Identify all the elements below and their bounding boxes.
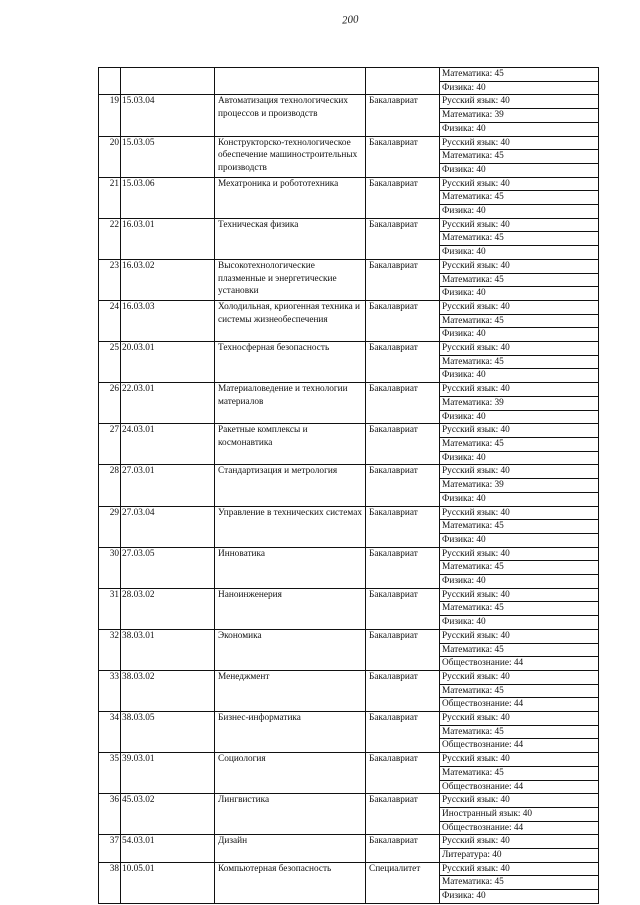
direction-code: 16.03.02 bbox=[121, 259, 215, 300]
table-row bbox=[99, 383, 599, 397]
direction-code: 38.03.05 bbox=[121, 712, 215, 753]
exam-requirement: Математика: 45 bbox=[440, 273, 599, 287]
row-number: 27 bbox=[99, 424, 121, 465]
direction-code: 28.03.02 bbox=[121, 588, 215, 629]
table-row bbox=[99, 300, 599, 314]
table-row bbox=[99, 835, 599, 849]
direction-code: 27.03.04 bbox=[121, 506, 215, 547]
row-number: 26 bbox=[99, 383, 121, 424]
exam-requirement: Математика: 45 bbox=[440, 876, 599, 890]
exam-requirement: Математика: 45 bbox=[440, 314, 599, 328]
table-body bbox=[99, 68, 599, 904]
row-number: 30 bbox=[99, 547, 121, 588]
exam-requirement: Физика: 40 bbox=[440, 205, 599, 219]
exam-requirement: Физика: 40 bbox=[440, 328, 599, 342]
direction-code: 22.03.01 bbox=[121, 383, 215, 424]
row-number: 24 bbox=[99, 300, 121, 341]
education-level bbox=[366, 68, 440, 95]
row-number: 29 bbox=[99, 506, 121, 547]
exam-requirement: Физика: 40 bbox=[440, 890, 599, 904]
page-number: 200 bbox=[341, 13, 359, 27]
exam-requirement: Русский язык: 40 bbox=[440, 465, 599, 479]
exam-requirement: Обществознание: 44 bbox=[440, 739, 599, 753]
exam-requirement: Литература: 40 bbox=[440, 849, 599, 863]
education-level: Бакалавриат bbox=[366, 218, 440, 259]
exam-requirement: Математика: 45 bbox=[440, 150, 599, 164]
exam-requirement: Русский язык: 40 bbox=[440, 218, 599, 232]
table-row bbox=[99, 465, 599, 479]
exam-requirement: Обществознание: 44 bbox=[440, 698, 599, 712]
direction-name: Холодильная, криогенная техника и системы жизнеобеспечения bbox=[215, 300, 366, 341]
direction-name: Лингвистика bbox=[215, 794, 366, 835]
direction-name: Управление в технических системах bbox=[215, 506, 366, 547]
direction-code: 27.03.01 bbox=[121, 465, 215, 506]
exam-requirement: Русский язык: 40 bbox=[440, 712, 599, 726]
exam-requirement: Математика: 45 bbox=[440, 232, 599, 246]
exam-requirement: Физика: 40 bbox=[440, 246, 599, 260]
exam-requirement: Русский язык: 40 bbox=[440, 547, 599, 561]
direction-code: 24.03.01 bbox=[121, 424, 215, 465]
table-row bbox=[99, 588, 599, 602]
education-level: Бакалавриат bbox=[366, 629, 440, 670]
direction-code: 38.03.01 bbox=[121, 629, 215, 670]
education-level: Бакалавриат bbox=[366, 670, 440, 711]
education-level: Бакалавриат bbox=[366, 794, 440, 835]
exam-requirement: Обществознание: 44 bbox=[440, 657, 599, 671]
exam-requirement: Русский язык: 40 bbox=[440, 424, 599, 438]
direction-code: 15.03.05 bbox=[121, 136, 215, 177]
table-row bbox=[99, 68, 599, 82]
exam-requirement: Русский язык: 40 bbox=[440, 862, 599, 876]
row-number: 33 bbox=[99, 670, 121, 711]
exam-requirement: Физика: 40 bbox=[440, 533, 599, 547]
direction-code: 10.05.01 bbox=[121, 862, 215, 903]
exam-requirement: Физика: 40 bbox=[440, 492, 599, 506]
direction-name: Ракетные комплексы и космонавтика bbox=[215, 424, 366, 465]
exam-requirement: Русский язык: 40 bbox=[440, 136, 599, 150]
exam-requirement: Физика: 40 bbox=[440, 616, 599, 630]
row-number: 37 bbox=[99, 835, 121, 862]
direction-code: 16.03.01 bbox=[121, 218, 215, 259]
exam-requirement: Математика: 45 bbox=[440, 602, 599, 616]
row-number: 25 bbox=[99, 342, 121, 383]
education-level: Бакалавриат bbox=[366, 177, 440, 218]
row-number bbox=[99, 68, 121, 95]
table-row bbox=[99, 629, 599, 643]
row-number: 23 bbox=[99, 259, 121, 300]
education-level: Бакалавриат bbox=[366, 835, 440, 862]
row-number: 36 bbox=[99, 794, 121, 835]
education-level: Бакалавриат bbox=[366, 424, 440, 465]
exam-requirement: Физика: 40 bbox=[440, 410, 599, 424]
exam-requirement: Физика: 40 bbox=[440, 163, 599, 177]
exam-requirement: Русский язык: 40 bbox=[440, 506, 599, 520]
exam-requirement: Русский язык: 40 bbox=[440, 670, 599, 684]
direction-code bbox=[121, 68, 215, 95]
exam-requirement: Русский язык: 40 bbox=[440, 794, 599, 808]
direction-code: 54.03.01 bbox=[121, 835, 215, 862]
direction-code: 20.03.01 bbox=[121, 342, 215, 383]
direction-name: Техносферная безопасность bbox=[215, 342, 366, 383]
exam-requirement: Русский язык: 40 bbox=[440, 259, 599, 273]
exam-requirement: Математика: 45 bbox=[440, 766, 599, 780]
admission-requirements-table bbox=[98, 67, 599, 904]
exam-requirement: Русский язык: 40 bbox=[440, 588, 599, 602]
exam-requirement: Физика: 40 bbox=[440, 369, 599, 383]
row-number: 31 bbox=[99, 588, 121, 629]
exam-requirement: Обществознание: 44 bbox=[440, 780, 599, 794]
exam-requirement: Иностранный язык: 40 bbox=[440, 807, 599, 821]
direction-name: Социология bbox=[215, 753, 366, 794]
table-row bbox=[99, 712, 599, 726]
exam-requirement: Русский язык: 40 bbox=[440, 835, 599, 849]
exam-requirement: Русский язык: 40 bbox=[440, 95, 599, 109]
table-row bbox=[99, 95, 599, 109]
direction-name: Стандартизация и метрология bbox=[215, 465, 366, 506]
direction-name: Материаловедение и технологии материалов bbox=[215, 383, 366, 424]
table-row bbox=[99, 506, 599, 520]
table-row bbox=[99, 424, 599, 438]
direction-code: 39.03.01 bbox=[121, 753, 215, 794]
table-row bbox=[99, 218, 599, 232]
row-number: 28 bbox=[99, 465, 121, 506]
exam-requirement: Русский язык: 40 bbox=[440, 383, 599, 397]
row-number: 22 bbox=[99, 218, 121, 259]
row-number: 34 bbox=[99, 712, 121, 753]
exam-requirement: Математика: 45 bbox=[440, 520, 599, 534]
education-level: Бакалавриат bbox=[366, 712, 440, 753]
row-number: 21 bbox=[99, 177, 121, 218]
row-number: 38 bbox=[99, 862, 121, 903]
education-level: Бакалавриат bbox=[366, 383, 440, 424]
table-row bbox=[99, 547, 599, 561]
direction-name: Техническая физика bbox=[215, 218, 366, 259]
exam-requirement: Математика: 45 bbox=[440, 191, 599, 205]
table-row bbox=[99, 342, 599, 356]
exam-requirement: Математика: 45 bbox=[440, 684, 599, 698]
exam-requirement: Физика: 40 bbox=[440, 122, 599, 136]
direction-name: Автоматизация технологических процессов и производств bbox=[215, 95, 366, 136]
education-level: Бакалавриат bbox=[366, 753, 440, 794]
exam-requirement: Русский язык: 40 bbox=[440, 177, 599, 191]
education-level: Бакалавриат bbox=[366, 465, 440, 506]
exam-requirement: Математика: 39 bbox=[440, 396, 599, 410]
direction-name: Мехатроника и робототехника bbox=[215, 177, 366, 218]
direction-code: 16.03.03 bbox=[121, 300, 215, 341]
education-level: Бакалавриат bbox=[366, 506, 440, 547]
education-level: Бакалавриат bbox=[366, 588, 440, 629]
direction-name: Конструкторско-технологическое обеспечение машиностроительных производств bbox=[215, 136, 366, 177]
education-level: Бакалавриат bbox=[366, 136, 440, 177]
exam-requirement: Математика: 45 bbox=[440, 355, 599, 369]
direction-name: Наноинженерия bbox=[215, 588, 366, 629]
exam-requirement: Физика: 40 bbox=[440, 451, 599, 465]
direction-name: Дизайн bbox=[215, 835, 366, 862]
direction-code: 38.03.02 bbox=[121, 670, 215, 711]
exam-requirement: Математика: 39 bbox=[440, 479, 599, 493]
education-level: Специалитет bbox=[366, 862, 440, 903]
direction-code: 15.03.04 bbox=[121, 95, 215, 136]
education-level: Бакалавриат bbox=[366, 342, 440, 383]
direction-name: Инноватика bbox=[215, 547, 366, 588]
table-row bbox=[99, 753, 599, 767]
direction-code: 45.03.02 bbox=[121, 794, 215, 835]
direction-code: 27.03.05 bbox=[121, 547, 215, 588]
exam-requirement: Математика: 45 bbox=[440, 68, 599, 82]
exam-requirement: Физика: 40 bbox=[440, 81, 599, 95]
exam-requirement: Математика: 45 bbox=[440, 725, 599, 739]
row-number: 35 bbox=[99, 753, 121, 794]
direction-name bbox=[215, 68, 366, 95]
exam-requirement: Обществознание: 44 bbox=[440, 821, 599, 835]
row-number: 32 bbox=[99, 629, 121, 670]
exam-requirement: Математика: 45 bbox=[440, 437, 599, 451]
direction-name: Менеджмент bbox=[215, 670, 366, 711]
exam-requirement: Физика: 40 bbox=[440, 575, 599, 589]
exam-requirement: Математика: 45 bbox=[440, 643, 599, 657]
table-row bbox=[99, 136, 599, 150]
education-level: Бакалавриат bbox=[366, 547, 440, 588]
table-row bbox=[99, 670, 599, 684]
row-number: 20 bbox=[99, 136, 121, 177]
direction-name: Высокотехнологические плазменные и энергетические установки bbox=[215, 259, 366, 300]
direction-name: Бизнес-информатика bbox=[215, 712, 366, 753]
education-level: Бакалавриат bbox=[366, 95, 440, 136]
exam-requirement: Русский язык: 40 bbox=[440, 300, 599, 314]
direction-code: 15.03.06 bbox=[121, 177, 215, 218]
table-row bbox=[99, 862, 599, 876]
direction-name: Экономика bbox=[215, 629, 366, 670]
exam-requirement: Физика: 40 bbox=[440, 287, 599, 301]
education-level: Бакалавриат bbox=[366, 259, 440, 300]
exam-requirement: Русский язык: 40 bbox=[440, 629, 599, 643]
row-number: 19 bbox=[99, 95, 121, 136]
education-level: Бакалавриат bbox=[366, 300, 440, 341]
table-row bbox=[99, 794, 599, 808]
table-row bbox=[99, 177, 599, 191]
exam-requirement: Математика: 39 bbox=[440, 109, 599, 123]
table-row bbox=[99, 259, 599, 273]
exam-requirement: Математика: 45 bbox=[440, 561, 599, 575]
exam-requirement: Русский язык: 40 bbox=[440, 342, 599, 356]
direction-name: Компьютерная безопасность bbox=[215, 862, 366, 903]
exam-requirement: Русский язык: 40 bbox=[440, 753, 599, 767]
